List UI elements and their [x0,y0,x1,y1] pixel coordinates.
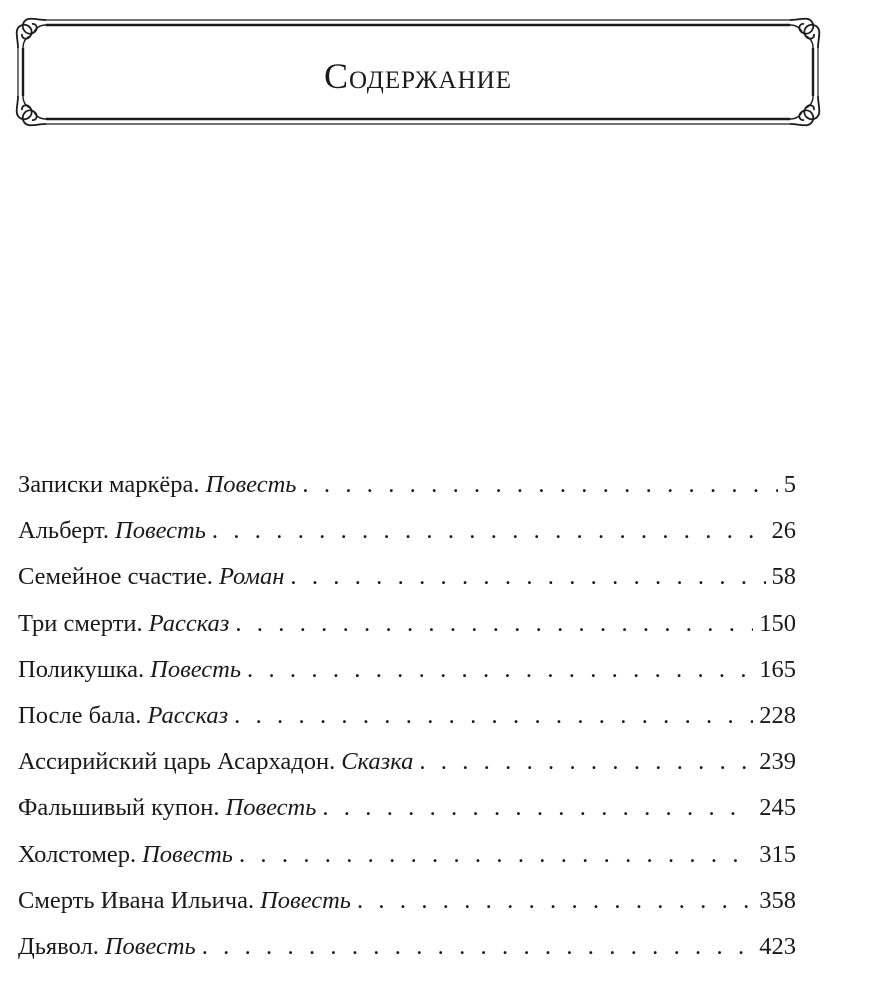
toc-entry-genre: Повесть [150,655,242,683]
toc-entry-genre: Рассказ [147,701,229,729]
toc-dot-leader [235,601,753,647]
toc-entry-title: Смерть Ивана Ильича. [18,886,255,914]
toc-dot-leader [302,462,777,508]
toc-entry-page: 26 [771,517,796,545]
toc-entry-genre: Повесть [115,517,206,545]
toc-entry-genre: Роман [218,563,285,591]
toc-entry-genre: Повесть [142,840,233,868]
toc-entry [18,832,796,878]
toc-entry-page: 239 [759,748,796,776]
page-title: Содержание [323,56,512,96]
toc-entry [18,601,796,647]
toc-entry-genre: Повесть [104,932,196,960]
toc-entry-title: Записки маркёра. [18,471,200,498]
toc-entry-page: 358 [759,886,796,914]
toc-entry-title: Альберт. [18,517,110,545]
toc-entry-title: Семейное счастие. [18,563,213,591]
toc-dot-leader [322,785,753,831]
toc-entry-page: 228 [759,701,796,729]
toc-entry-page: 150 [759,609,796,637]
toc-entry-page: 315 [759,840,796,868]
toc-dot-leader [357,878,753,924]
toc-entry [18,647,796,693]
toc-entry-genre: Рассказ [148,609,230,637]
toc-entry-page: 5 [783,471,796,498]
toc-entry-title: Дьявол. [18,932,99,960]
header-frame [6,8,830,136]
toc-entry [18,739,796,785]
toc-entry-title: После бала. [18,701,142,729]
toc-entry-title: Ассирийский царь Асархадон. [18,748,336,776]
toc-entry-title: Холстомер. [18,840,137,868]
toc-entry [18,924,796,970]
toc-dot-leader [290,554,765,600]
toc-entry-genre: Повесть [205,471,297,498]
toc-entry-genre: Повесть [260,886,351,914]
toc-entry [18,878,796,924]
toc-entry-title: Фальшивый купон. [18,794,220,822]
toc-dot-leader [234,693,753,739]
toc-entry-title: Поликушка. [18,655,145,683]
toc-entry [18,508,796,554]
toc-entry-page: 58 [771,563,796,591]
toc-entry-page: 165 [759,655,796,683]
toc-entry [18,462,796,508]
toc-dot-leader [202,924,754,970]
toc-entry-page: 245 [759,794,796,822]
toc-entry-genre: Повесть [225,794,317,822]
toc-dot-leader [247,647,753,693]
toc-dot-leader [419,739,753,785]
toc-entry-page: 423 [759,932,796,960]
toc-dot-leader [239,832,753,878]
toc-entry [18,785,796,831]
toc-entry-genre: Сказка [341,748,414,776]
toc-dot-leader [212,508,766,554]
toc-entry-title: Три смерти. [18,609,143,637]
table-of-contents [18,462,796,970]
toc-entry [18,554,796,600]
toc-entry [18,693,796,739]
